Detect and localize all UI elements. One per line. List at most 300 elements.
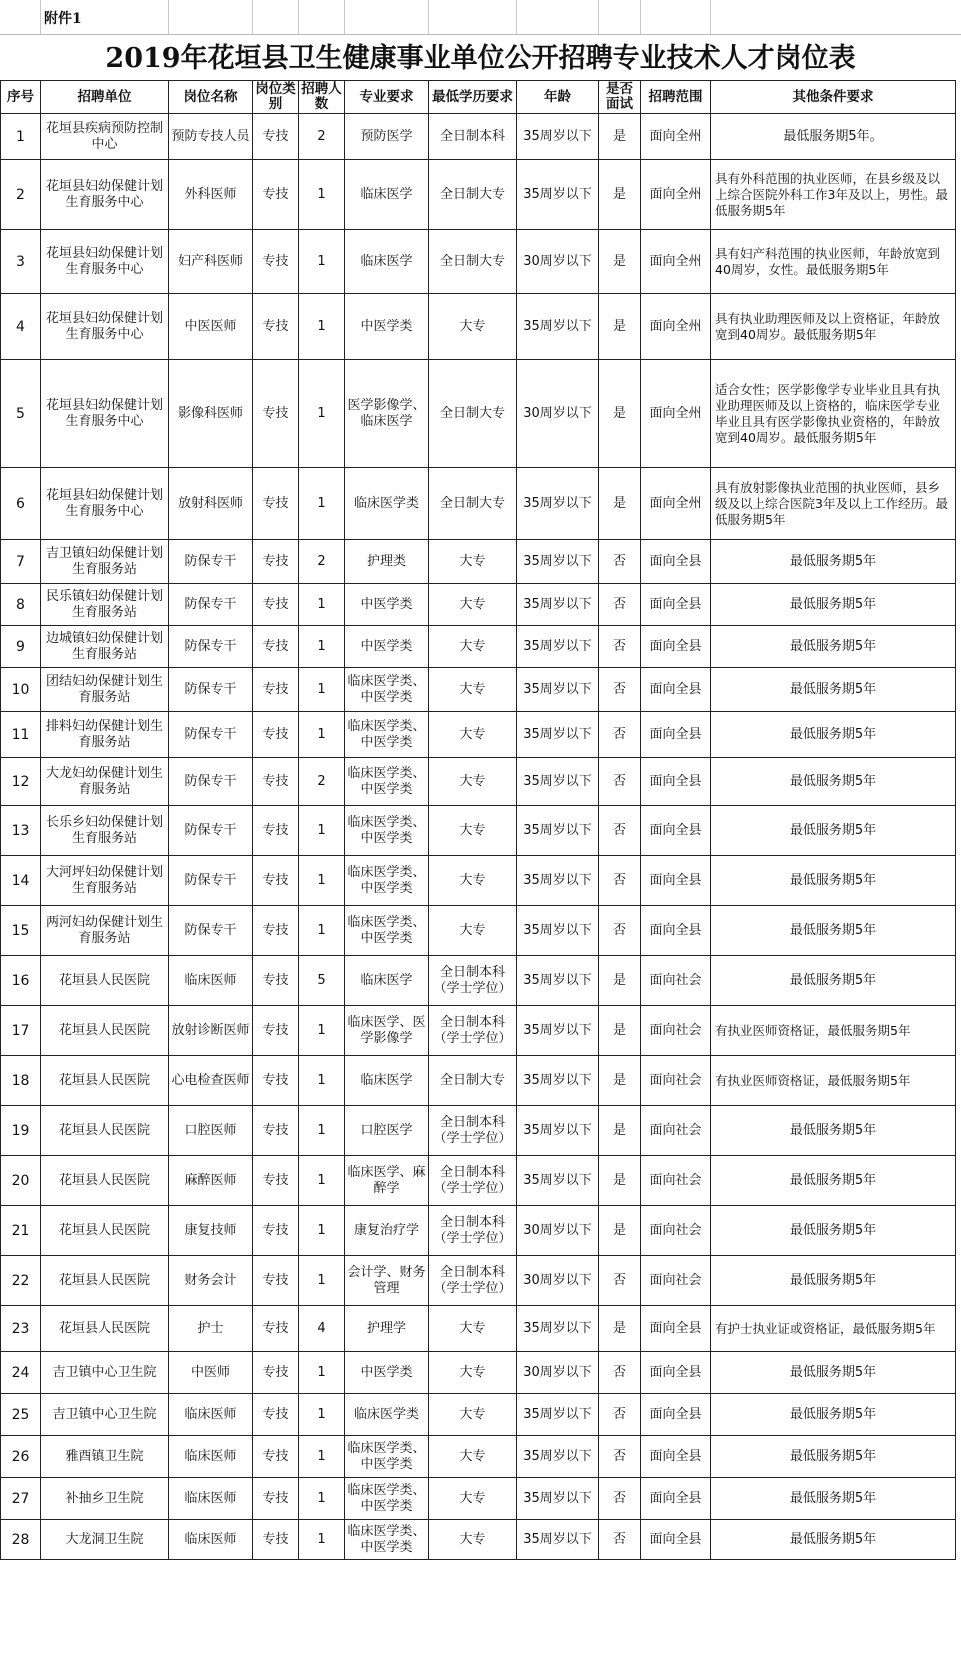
cell-count: 2 [299, 540, 345, 584]
cell-other: 最低服务期5年 [711, 712, 956, 758]
cell-other: 最低服务期5年 [711, 906, 956, 956]
table-row [1, 230, 956, 294]
spreadsheet-top-grid [0, 0, 961, 35]
table-row [1, 626, 956, 668]
cell-major: 临床医学类 [345, 468, 429, 540]
cell-no: 2 [1, 160, 41, 230]
cell-edu: 大专 [429, 540, 517, 584]
cell-no: 15 [1, 906, 41, 956]
cell-major: 临床医学、麻醉学 [345, 1156, 429, 1206]
cell-major: 康复治疗学 [345, 1206, 429, 1256]
cell-interview: 否 [599, 1394, 641, 1436]
cell-scope: 面向社会 [641, 1206, 711, 1256]
table-row [1, 468, 956, 540]
cell-age: 35周岁以下 [517, 626, 599, 668]
cell-count: 1 [299, 1156, 345, 1206]
cell-age: 30周岁以下 [517, 360, 599, 468]
cell-unit: 花垣县妇幼保健计划生育服务中心 [41, 360, 169, 468]
cell-edu: 大专 [429, 806, 517, 856]
cell-edu: 大专 [429, 1436, 517, 1478]
cell-unit: 补抽乡卫生院 [41, 1478, 169, 1520]
cell-count: 1 [299, 1394, 345, 1436]
cell-other: 最低服务期5年 [711, 584, 956, 626]
table-row [1, 1256, 956, 1306]
cell-age: 35周岁以下 [517, 1436, 599, 1478]
cell-count: 1 [299, 1106, 345, 1156]
page-title: 2019年花垣县卫生健康事业单位公开招聘专业技术人才岗位表 [105, 43, 856, 74]
cell-other: 最低服务期5年 [711, 758, 956, 806]
cell-post: 防保专干 [169, 626, 253, 668]
cell-other: 最低服务期5年 [711, 956, 956, 1006]
cell-major: 临床医学类、中医学类 [345, 856, 429, 906]
cell-unit: 花垣县妇幼保健计划生育服务中心 [41, 230, 169, 294]
cell-post: 防保专干 [169, 758, 253, 806]
cell-major: 临床医学类、中医学类 [345, 1478, 429, 1520]
cell-other: 有护士执业证或资格证，最低服务期5年 [711, 1306, 956, 1352]
table-row [1, 956, 956, 1006]
cell-no: 21 [1, 1206, 41, 1256]
cell-interview: 是 [599, 1206, 641, 1256]
cell-post: 临床医师 [169, 1436, 253, 1478]
cell-type: 专技 [253, 1394, 299, 1436]
cell-scope: 面向全县 [641, 584, 711, 626]
cell-post: 财务会计 [169, 1256, 253, 1306]
cell-major: 临床医学 [345, 160, 429, 230]
cell-no: 19 [1, 1106, 41, 1156]
cell-edu: 大专 [429, 1306, 517, 1352]
cell-scope: 面向全县 [641, 758, 711, 806]
cell-other: 最低服务期5年 [711, 856, 956, 906]
cell-edu: 全日制本科（学士学位） [429, 1156, 517, 1206]
cell-interview: 是 [599, 1106, 641, 1156]
cell-edu: 全日制本科 [429, 114, 517, 160]
cell-count: 2 [299, 758, 345, 806]
cell-type: 专技 [253, 1056, 299, 1106]
cell-edu: 大专 [429, 906, 517, 956]
cell-interview: 是 [599, 1156, 641, 1206]
cell-scope: 面向全县 [641, 1352, 711, 1394]
cell-major: 临床医学、医学影像学 [345, 1006, 429, 1056]
cell-type: 专技 [253, 712, 299, 758]
cell-edu: 全日制本科（学士学位） [429, 1106, 517, 1156]
cell-unit: 花垣县人民医院 [41, 1306, 169, 1352]
cell-edu: 全日制大专 [429, 360, 517, 468]
cell-type: 专技 [253, 468, 299, 540]
cell-edu: 大专 [429, 1352, 517, 1394]
cell-post: 临床医师 [169, 1394, 253, 1436]
col-header-no: 序号 [1, 81, 41, 114]
cell-interview: 否 [599, 540, 641, 584]
cell-post: 临床医师 [169, 956, 253, 1006]
cell-post: 防保专干 [169, 540, 253, 584]
cell-count: 1 [299, 712, 345, 758]
cell-other: 最低服务期5年 [711, 1156, 956, 1206]
table-row [1, 1520, 956, 1560]
cell-other: 具有放射影像执业范围的执业医师，县乡级及以上综合医院3年及以上工作经历。最低服务期5年 [711, 468, 956, 540]
cell-age: 35周岁以下 [517, 1478, 599, 1520]
cell-major: 护理学 [345, 1306, 429, 1352]
cell-post: 康复技师 [169, 1206, 253, 1256]
cell-type: 专技 [253, 294, 299, 360]
cell-other: 具有外科范围的执业医师，在县乡级及以上综合医院外科工作3年及以上，男性。最低服务期5年 [711, 160, 956, 230]
cell-edu: 大专 [429, 1520, 517, 1560]
cell-no: 25 [1, 1394, 41, 1436]
cell-type: 专技 [253, 668, 299, 712]
cell-interview: 否 [599, 806, 641, 856]
cell-age: 30周岁以下 [517, 1256, 599, 1306]
cell-count: 2 [299, 114, 345, 160]
cell-post: 外科医师 [169, 160, 253, 230]
cell-interview: 是 [599, 1056, 641, 1106]
table-row [1, 1352, 956, 1394]
cell-major: 口腔医学 [345, 1106, 429, 1156]
cell-no: 16 [1, 956, 41, 1006]
cell-count: 1 [299, 668, 345, 712]
cell-edu: 全日制本科（学士学位） [429, 1006, 517, 1056]
cell-post: 中医师 [169, 1352, 253, 1394]
cell-type: 专技 [253, 626, 299, 668]
cell-major: 预防医学 [345, 114, 429, 160]
cell-no: 14 [1, 856, 41, 906]
cell-unit: 大龙妇幼保健计划生育服务站 [41, 758, 169, 806]
cell-no: 23 [1, 1306, 41, 1352]
cell-edu: 全日制大专 [429, 468, 517, 540]
cell-major: 临床医学类、中医学类 [345, 712, 429, 758]
cell-major: 医学影像学、临床医学 [345, 360, 429, 468]
table-row [1, 114, 956, 160]
cell-major: 临床医学类、中医学类 [345, 906, 429, 956]
cell-other: 最低服务期5年 [711, 1394, 956, 1436]
cell-no: 17 [1, 1006, 41, 1056]
cell-age: 30周岁以下 [517, 1206, 599, 1256]
cell-count: 1 [299, 856, 345, 906]
cell-age: 35周岁以下 [517, 114, 599, 160]
cell-unit: 边城镇妇幼保健计划生育服务站 [41, 626, 169, 668]
cell-interview: 否 [599, 712, 641, 758]
cell-other: 有执业医师资格证，最低服务期5年 [711, 1056, 956, 1106]
cell-type: 专技 [253, 540, 299, 584]
cell-type: 专技 [253, 1520, 299, 1560]
cell-no: 10 [1, 668, 41, 712]
cell-count: 1 [299, 806, 345, 856]
cell-post: 临床医师 [169, 1478, 253, 1520]
cell-type: 专技 [253, 758, 299, 806]
cell-interview: 否 [599, 856, 641, 906]
col-header-scope: 招聘范围 [641, 81, 711, 114]
header-row [1, 81, 956, 114]
cell-other: 有执业医师资格证，最低服务期5年 [711, 1006, 956, 1056]
cell-post: 防保专干 [169, 856, 253, 906]
cell-scope: 面向全县 [641, 712, 711, 758]
cell-age: 35周岁以下 [517, 956, 599, 1006]
cell-age: 35周岁以下 [517, 584, 599, 626]
cell-major: 临床医学 [345, 230, 429, 294]
cell-count: 1 [299, 1436, 345, 1478]
cell-type: 专技 [253, 1256, 299, 1306]
cell-other: 最低服务期5年 [711, 1436, 956, 1478]
cell-scope: 面向社会 [641, 1006, 711, 1056]
cell-type: 专技 [253, 1478, 299, 1520]
cell-other: 最低服务期5年 [711, 540, 956, 584]
cell-edu: 大专 [429, 758, 517, 806]
cell-post: 护士 [169, 1306, 253, 1352]
cell-other: 最低服务期5年 [711, 1520, 956, 1560]
cell-count: 1 [299, 1256, 345, 1306]
cell-post: 放射诊断医师 [169, 1006, 253, 1056]
cell-scope: 面向全县 [641, 668, 711, 712]
cell-no: 28 [1, 1520, 41, 1560]
cell-interview: 否 [599, 584, 641, 626]
table-row [1, 668, 956, 712]
cell-age: 35周岁以下 [517, 758, 599, 806]
table-row [1, 1206, 956, 1256]
cell-edu: 大专 [429, 668, 517, 712]
cell-post: 心电检查医师 [169, 1056, 253, 1106]
cell-no: 8 [1, 584, 41, 626]
cell-post: 预防专技人员 [169, 114, 253, 160]
cell-interview: 是 [599, 230, 641, 294]
cell-age: 35周岁以下 [517, 468, 599, 540]
cell-major: 护理类 [345, 540, 429, 584]
cell-age: 35周岁以下 [517, 906, 599, 956]
cell-other: 最低服务期5年。 [711, 114, 956, 160]
table-row [1, 1106, 956, 1156]
cell-age: 35周岁以下 [517, 1156, 599, 1206]
cell-edu: 大专 [429, 294, 517, 360]
cell-scope: 面向社会 [641, 1106, 711, 1156]
cell-no: 22 [1, 1256, 41, 1306]
cell-major: 中医学类 [345, 584, 429, 626]
cell-no: 13 [1, 806, 41, 856]
cell-no: 5 [1, 360, 41, 468]
cell-unit: 吉卫镇中心卫生院 [41, 1394, 169, 1436]
cell-no: 11 [1, 712, 41, 758]
cell-scope: 面向全州 [641, 160, 711, 230]
cell-age: 35周岁以下 [517, 1006, 599, 1056]
col-header-type: 岗位类别 [253, 81, 299, 114]
cell-post: 口腔医师 [169, 1106, 253, 1156]
cell-major: 临床医学类、中医学类 [345, 758, 429, 806]
table-row [1, 1056, 956, 1106]
cell-major: 临床医学类、中医学类 [345, 1436, 429, 1478]
cell-age: 35周岁以下 [517, 712, 599, 758]
col-header-post: 岗位名称 [169, 81, 253, 114]
cell-unit: 花垣县人民医院 [41, 1106, 169, 1156]
cell-edu: 大专 [429, 584, 517, 626]
cell-major: 临床医学类、中医学类 [345, 806, 429, 856]
cell-interview: 是 [599, 294, 641, 360]
cell-unit: 雅酉镇卫生院 [41, 1436, 169, 1478]
cell-scope: 面向全州 [641, 294, 711, 360]
cell-count: 1 [299, 1206, 345, 1256]
cell-edu: 大专 [429, 626, 517, 668]
cell-other: 最低服务期5年 [711, 1352, 956, 1394]
cell-type: 专技 [253, 806, 299, 856]
cell-post: 防保专干 [169, 584, 253, 626]
cell-scope: 面向社会 [641, 1156, 711, 1206]
cell-other: 具有执业助理医师及以上资格证，年龄放宽到40周岁。最低服务期5年 [711, 294, 956, 360]
col-header-other: 其他条件要求 [711, 81, 956, 114]
cell-post: 放射科医师 [169, 468, 253, 540]
cell-scope: 面向全县 [641, 1520, 711, 1560]
cell-interview: 是 [599, 468, 641, 540]
cell-count: 1 [299, 626, 345, 668]
cell-age: 35周岁以下 [517, 1306, 599, 1352]
cell-post: 影像科医师 [169, 360, 253, 468]
cell-no: 20 [1, 1156, 41, 1206]
cell-unit: 长乐乡妇幼保健计划生育服务站 [41, 806, 169, 856]
cell-edu: 大专 [429, 856, 517, 906]
table-row [1, 712, 956, 758]
cell-count: 1 [299, 584, 345, 626]
cell-count: 1 [299, 906, 345, 956]
col-header-unit: 招聘单位 [41, 81, 169, 114]
cell-count: 1 [299, 1352, 345, 1394]
table-row [1, 856, 956, 906]
cell-unit: 吉卫镇中心卫生院 [41, 1352, 169, 1394]
cell-count: 1 [299, 1478, 345, 1520]
recruitment-table [0, 80, 956, 1560]
cell-other: 最低服务期5年 [711, 1256, 956, 1306]
cell-type: 专技 [253, 1436, 299, 1478]
col-header-edu: 最低学历要求 [429, 81, 517, 114]
cell-interview: 是 [599, 160, 641, 230]
cell-type: 专技 [253, 956, 299, 1006]
cell-other: 最低服务期5年 [711, 806, 956, 856]
table-row [1, 294, 956, 360]
table-row [1, 1436, 956, 1478]
cell-count: 5 [299, 956, 345, 1006]
cell-scope: 面向全县 [641, 1394, 711, 1436]
cell-age: 35周岁以下 [517, 668, 599, 712]
cell-post: 中医医师 [169, 294, 253, 360]
table-row [1, 758, 956, 806]
cell-unit: 花垣县妇幼保健计划生育服务中心 [41, 468, 169, 540]
cell-other: 具有妇产科范围的执业医师，年龄放宽到40周岁，女性。最低服务期5年 [711, 230, 956, 294]
cell-unit: 民乐镇妇幼保健计划生育服务站 [41, 584, 169, 626]
table-row [1, 1006, 956, 1056]
table-row [1, 360, 956, 468]
cell-scope: 面向全州 [641, 468, 711, 540]
cell-unit: 花垣县人民医院 [41, 1256, 169, 1306]
cell-unit: 花垣县人民医院 [41, 1206, 169, 1256]
cell-edu: 大专 [429, 1394, 517, 1436]
cell-scope: 面向全县 [641, 1436, 711, 1478]
cell-age: 30周岁以下 [517, 1352, 599, 1394]
cell-type: 专技 [253, 230, 299, 294]
cell-unit: 团结妇幼保健计划生育服务站 [41, 668, 169, 712]
cell-interview: 否 [599, 626, 641, 668]
cell-age: 35周岁以下 [517, 1394, 599, 1436]
cell-scope: 面向全州 [641, 360, 711, 468]
table-row [1, 584, 956, 626]
cell-edu: 全日制大专 [429, 160, 517, 230]
cell-type: 专技 [253, 1106, 299, 1156]
cell-major: 临床医学类、中医学类 [345, 668, 429, 712]
cell-interview: 否 [599, 1352, 641, 1394]
cell-age: 35周岁以下 [517, 294, 599, 360]
cell-age: 35周岁以下 [517, 1056, 599, 1106]
cell-unit: 花垣县妇幼保健计划生育服务中心 [41, 160, 169, 230]
cell-post: 防保专干 [169, 906, 253, 956]
table-row [1, 906, 956, 956]
cell-unit: 两河妇幼保健计划生育服务站 [41, 906, 169, 956]
cell-type: 专技 [253, 906, 299, 956]
cell-no: 1 [1, 114, 41, 160]
cell-age: 35周岁以下 [517, 856, 599, 906]
col-header-age: 年龄 [517, 81, 599, 114]
cell-post: 防保专干 [169, 806, 253, 856]
cell-scope: 面向全县 [641, 626, 711, 668]
cell-unit: 花垣县妇幼保健计划生育服务中心 [41, 294, 169, 360]
cell-type: 专技 [253, 114, 299, 160]
cell-major: 临床医学 [345, 1056, 429, 1106]
cell-scope: 面向社会 [641, 1056, 711, 1106]
cell-interview: 否 [599, 1478, 641, 1520]
cell-type: 专技 [253, 1156, 299, 1206]
cell-age: 35周岁以下 [517, 806, 599, 856]
cell-no: 18 [1, 1056, 41, 1106]
cell-unit: 花垣县疾病预防控制中心 [41, 114, 169, 160]
cell-count: 1 [299, 294, 345, 360]
cell-scope: 面向全州 [641, 114, 711, 160]
cell-other: 最低服务期5年 [711, 1478, 956, 1520]
cell-type: 专技 [253, 1352, 299, 1394]
cell-interview: 否 [599, 906, 641, 956]
cell-no: 27 [1, 1478, 41, 1520]
cell-edu: 全日制本科（学士学位） [429, 1256, 517, 1306]
cell-no: 3 [1, 230, 41, 294]
cell-type: 专技 [253, 1206, 299, 1256]
cell-interview: 否 [599, 1520, 641, 1560]
cell-type: 专技 [253, 1306, 299, 1352]
cell-count: 1 [299, 1006, 345, 1056]
cell-age: 35周岁以下 [517, 160, 599, 230]
cell-edu: 全日制本科（学士学位） [429, 1206, 517, 1256]
table-body [1, 114, 956, 1560]
cell-count: 1 [299, 468, 345, 540]
cell-interview: 否 [599, 758, 641, 806]
cell-scope: 面向社会 [641, 1256, 711, 1306]
cell-major: 临床医学 [345, 956, 429, 1006]
cell-edu: 全日制大专 [429, 1056, 517, 1106]
cell-major: 会计学、财务管理 [345, 1256, 429, 1306]
cell-edu: 大专 [429, 712, 517, 758]
cell-edu: 大专 [429, 1478, 517, 1520]
cell-scope: 面向全县 [641, 1306, 711, 1352]
cell-scope: 面向全县 [641, 806, 711, 856]
cell-unit: 花垣县人民医院 [41, 956, 169, 1006]
cell-other: 适合女性；医学影像学专业毕业且具有执业助理医师及以上资格的，临床医学专业毕业且具有医学影像执业资格的，年龄放宽到40周岁。最低服务期5年 [711, 360, 956, 468]
col-header-major: 专业要求 [345, 81, 429, 114]
table-row [1, 1478, 956, 1520]
cell-scope: 面向社会 [641, 956, 711, 1006]
cell-major: 中医学类 [345, 294, 429, 360]
cell-unit: 花垣县人民医院 [41, 1156, 169, 1206]
cell-major: 临床医学类 [345, 1394, 429, 1436]
cell-type: 专技 [253, 856, 299, 906]
cell-age: 30周岁以下 [517, 230, 599, 294]
cell-count: 1 [299, 1520, 345, 1560]
cell-interview: 是 [599, 1006, 641, 1056]
cell-unit: 排料妇幼保健计划生育服务站 [41, 712, 169, 758]
cell-post: 临床医师 [169, 1520, 253, 1560]
cell-interview: 是 [599, 360, 641, 468]
cell-major: 中医学类 [345, 1352, 429, 1394]
cell-other: 最低服务期5年 [711, 626, 956, 668]
table-row [1, 1306, 956, 1352]
cell-no: 6 [1, 468, 41, 540]
